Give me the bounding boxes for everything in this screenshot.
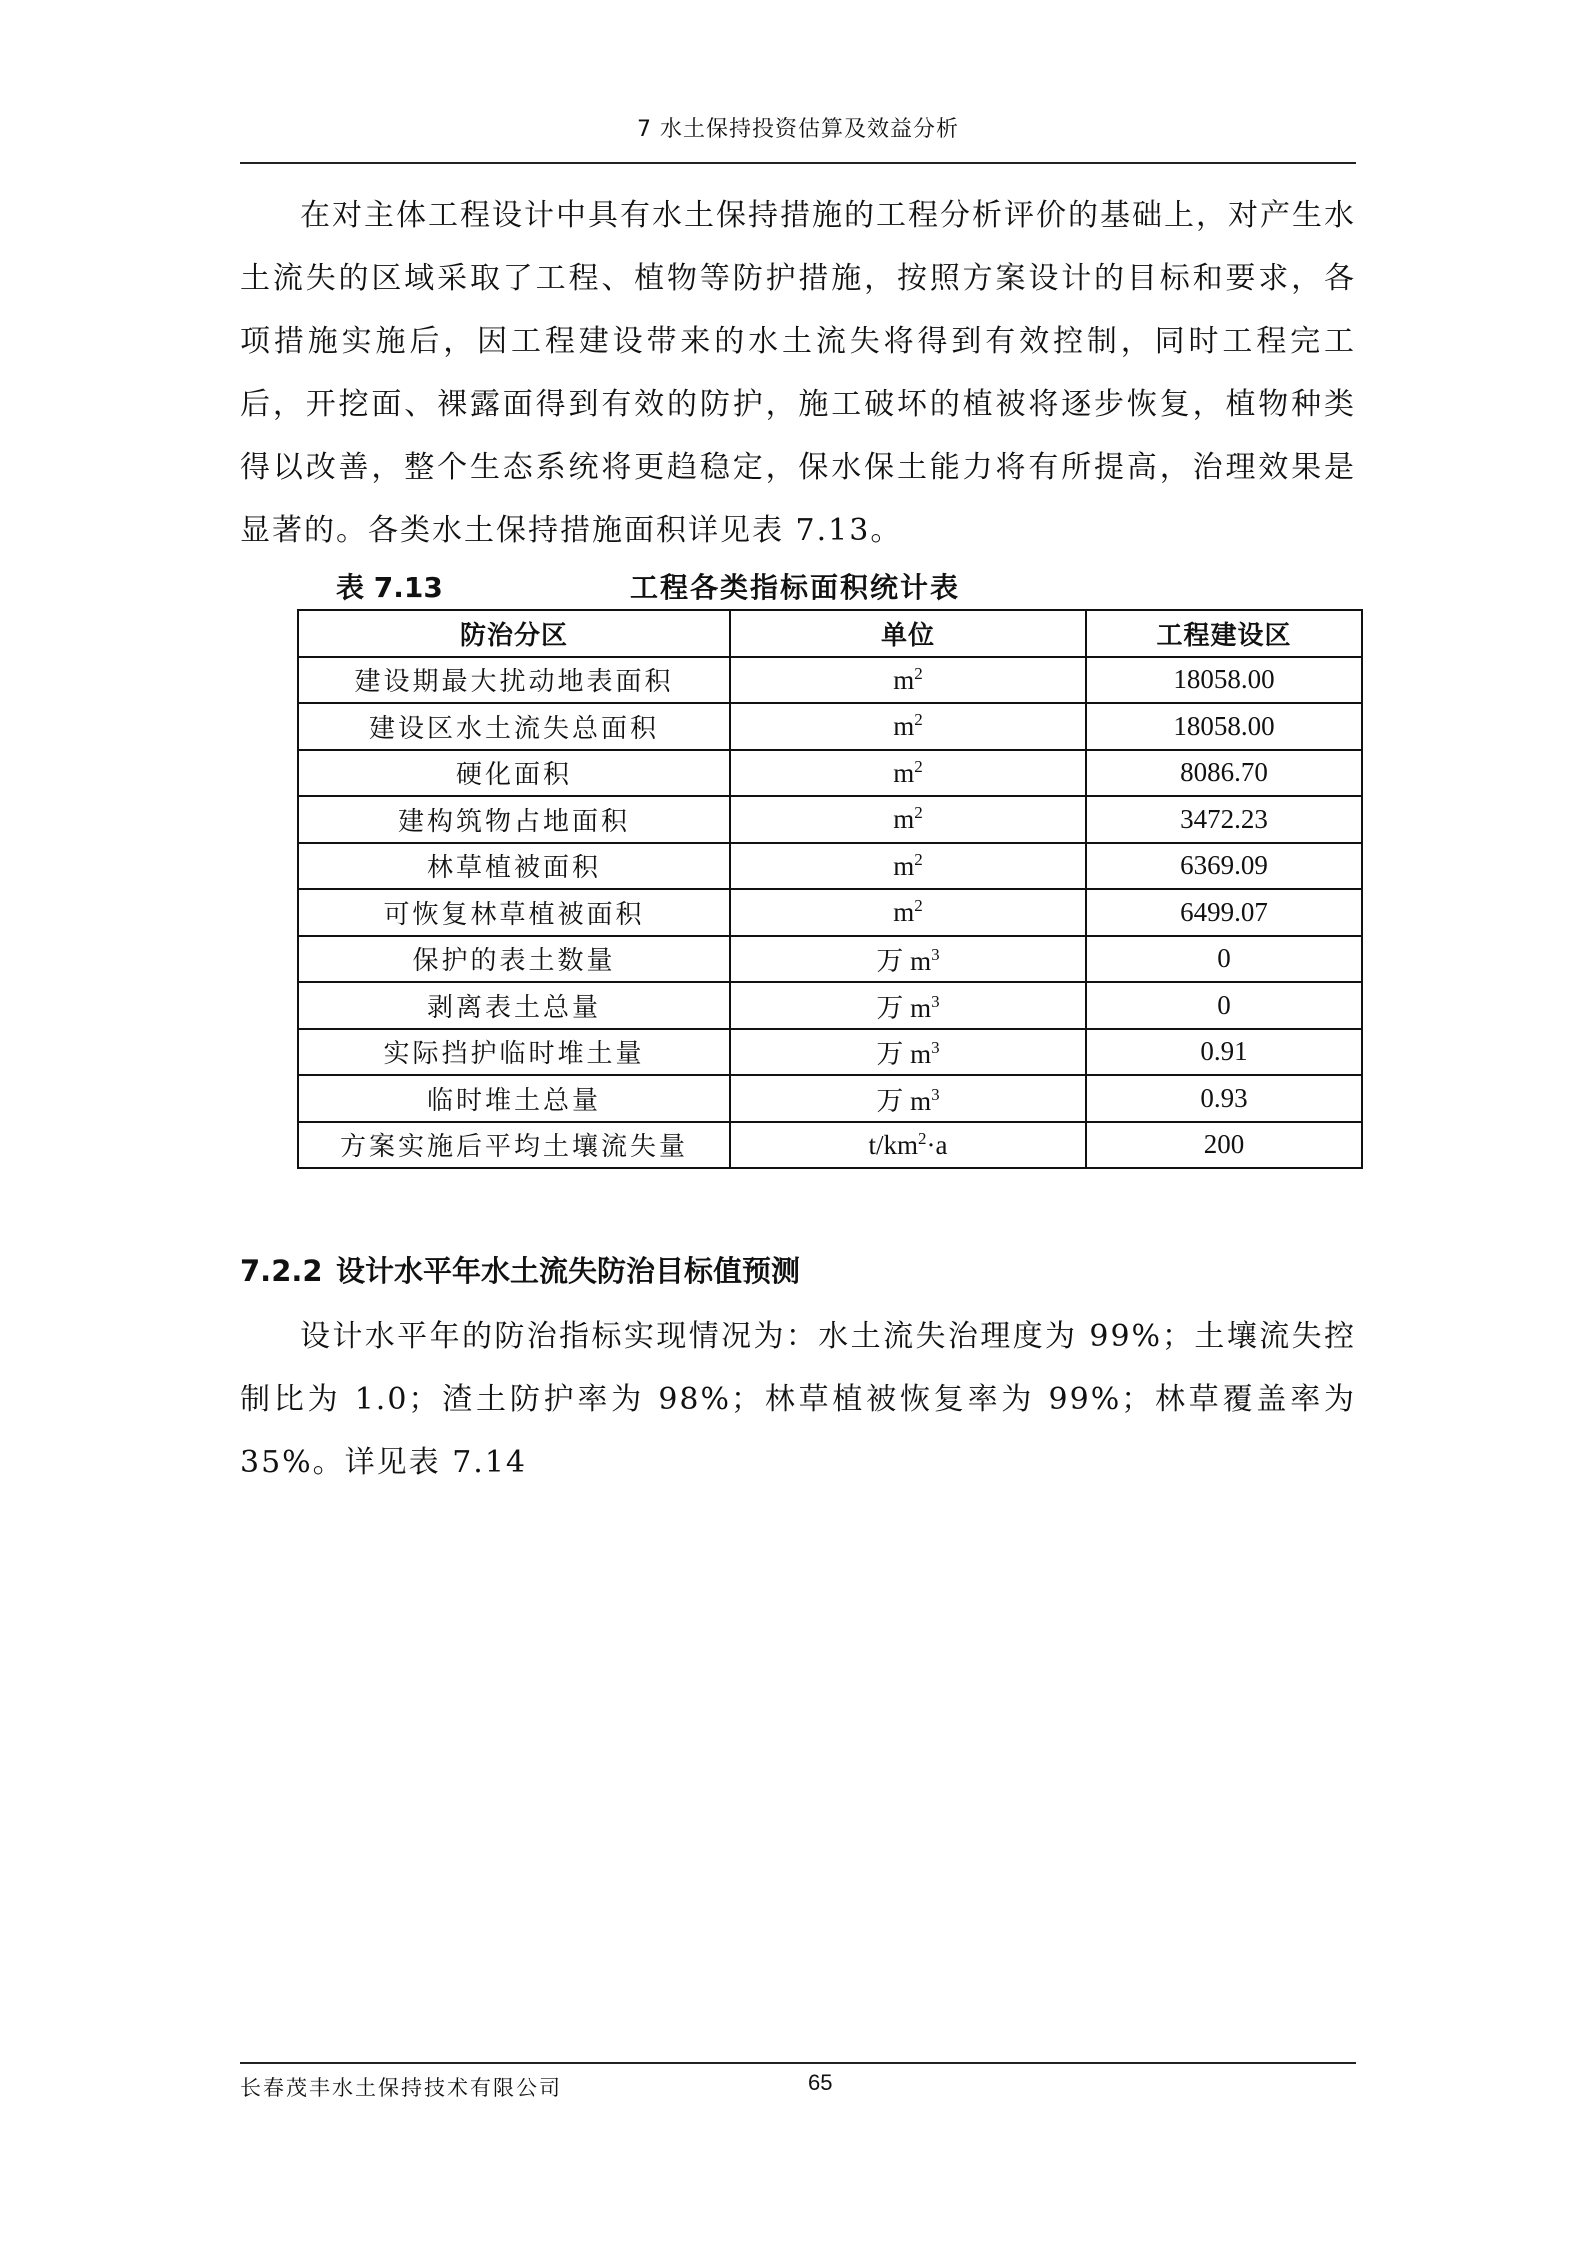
header-divider <box>240 162 1356 164</box>
section-heading <box>240 1249 1356 1290</box>
unit-exponent: 2 <box>914 896 923 916</box>
body-paragraph-2: 设计水平年的防治指标实现情况为：水土流失治理度为 99%；土壤流失控制比为 1.0；渣土防护率为 98%；林草植被恢复率为 99%；林草覆盖率为 35%。详见表 7.14 <box>240 1319 1356 1480</box>
unit-suffix: ·a <box>926 1129 948 1160</box>
row-label: 临时堆土总量 <box>298 1075 730 1122</box>
row-label: 硬化面积 <box>298 750 730 797</box>
table-row <box>298 1029 1362 1076</box>
section-number: 7.2.2 <box>240 1254 323 1288</box>
unit-base: m <box>893 804 915 835</box>
unit-exponent: 2 <box>914 756 923 776</box>
unit-exponent: 2 <box>914 663 923 683</box>
unit-base: 万 m <box>876 992 932 1023</box>
unit-exponent: 3 <box>931 991 940 1011</box>
unit-base: m <box>893 757 915 788</box>
table-row <box>298 657 1362 704</box>
unit-exponent: 3 <box>931 945 940 965</box>
unit-base: 万 m <box>876 1085 932 1116</box>
section-title: 设计水平年水土流失防治目标值预测 <box>336 1254 801 1288</box>
row-label: 实际挡护临时堆土量 <box>298 1029 730 1076</box>
table-row <box>298 889 1362 936</box>
row-label: 建构筑物占地面积 <box>298 796 730 843</box>
row-value: 18058.00 <box>1086 657 1362 704</box>
footer-company-name: 长春茂丰水土保持技术有限公司 <box>240 2076 562 2100</box>
table-header-row <box>298 610 1362 657</box>
table-row <box>298 982 1362 1029</box>
header-unit: 单位 <box>730 610 1086 657</box>
page-number: 65 <box>808 2070 833 2095</box>
table-row <box>298 703 1362 750</box>
row-value: 8086.70 <box>1086 750 1362 797</box>
header-construction-area: 工程建设区 <box>1086 610 1362 657</box>
row-unit <box>730 657 1086 704</box>
unit-exponent: 2 <box>914 849 923 869</box>
row-label: 可恢复林草植被面积 <box>298 889 730 936</box>
row-value: 0 <box>1086 936 1362 983</box>
row-label: 建设期最大扰动地表面积 <box>298 657 730 704</box>
row-unit <box>730 796 1086 843</box>
row-label: 保护的表土数量 <box>298 936 730 983</box>
row-unit <box>730 982 1086 1029</box>
table-row <box>298 1075 1362 1122</box>
row-unit <box>730 750 1086 797</box>
row-value: 6369.09 <box>1086 843 1362 890</box>
row-value: 0.93 <box>1086 1075 1362 1122</box>
unit-base: 万 m <box>876 1039 932 1070</box>
row-value: 200 <box>1086 1122 1362 1169</box>
body-paragraph-1: 在对主体工程设计中具有水土保持措施的工程分析评价的基础上，对产生水土流失的区域采取了工程、植物等防护措施，按照方案设计的目标和要求，各项措施实施后，因工程建设带来的水土流失将得到有效控制，同时工程完工后，开挖面、裸露面得到有效的防护，施工破坏的植被将逐步恢复，植物种类得以改善，整个生态系统将更趋稳定，保水保土能力将有所提高，治理效果是显著的。各类水土保持措施面积详见表 7.13。 <box>240 198 1356 548</box>
area-statistics-table <box>297 609 1363 1169</box>
unit-exponent: 2 <box>914 710 923 730</box>
unit-exponent: 2 <box>918 1128 927 1148</box>
unit-exponent: 3 <box>931 1084 940 1104</box>
unit-base: m <box>893 664 915 695</box>
table-row <box>298 1122 1362 1169</box>
header-zone: 防治分区 <box>298 610 730 657</box>
row-unit <box>730 1075 1086 1122</box>
row-value: 6499.07 <box>1086 889 1362 936</box>
unit-exponent: 3 <box>931 1038 940 1058</box>
row-label: 剥离表土总量 <box>298 982 730 1029</box>
table-caption <box>300 566 1356 606</box>
unit-base: 万 m <box>876 946 932 977</box>
page-header-title: 7 水土保持投资估算及效益分析 <box>637 117 959 142</box>
row-unit <box>730 1122 1086 1169</box>
row-unit <box>730 843 1086 890</box>
table-body <box>298 657 1362 1169</box>
row-value: 0 <box>1086 982 1362 1029</box>
row-unit <box>730 703 1086 750</box>
row-value: 18058.00 <box>1086 703 1362 750</box>
row-label: 建设区水土流失总面积 <box>298 703 730 750</box>
row-unit <box>730 1029 1086 1076</box>
table-number: 表 7.13 <box>336 571 443 604</box>
row-unit <box>730 889 1086 936</box>
table-row <box>298 936 1362 983</box>
unit-base: m <box>893 897 915 928</box>
unit-base: m <box>893 711 915 742</box>
row-value: 3472.23 <box>1086 796 1362 843</box>
unit-base: m <box>893 850 915 881</box>
table-row <box>298 750 1362 797</box>
unit-base: t/km <box>868 1129 919 1160</box>
footer-divider <box>240 2062 1356 2064</box>
table-row <box>298 796 1362 843</box>
row-label: 林草植被面积 <box>298 843 730 890</box>
row-label: 方案实施后平均土壤流失量 <box>298 1122 730 1169</box>
table-row <box>298 843 1362 890</box>
row-value: 0.91 <box>1086 1029 1362 1076</box>
row-unit <box>730 936 1086 983</box>
unit-exponent: 2 <box>914 803 923 823</box>
table-title: 工程各类指标面积统计表 <box>630 571 961 604</box>
